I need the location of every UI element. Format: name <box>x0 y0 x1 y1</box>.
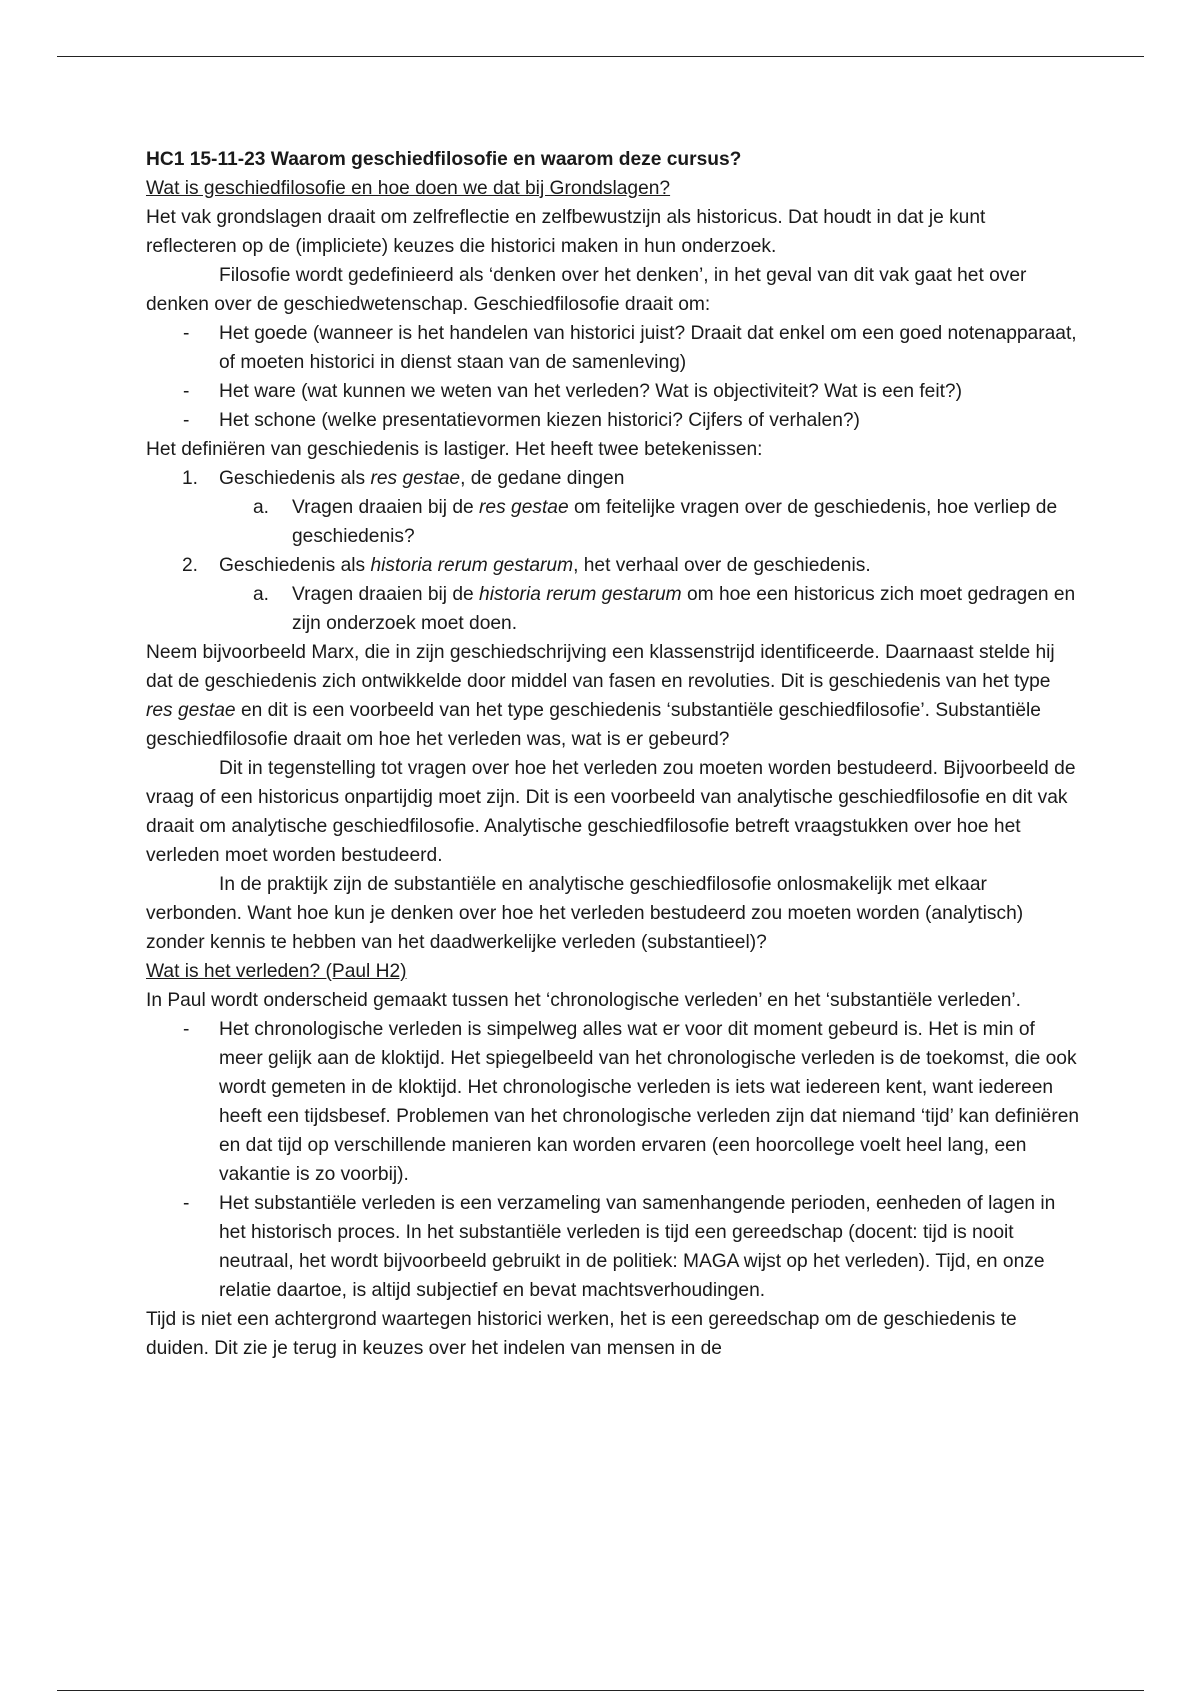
list-item: - Het goede (wanneer is het handelen van historici juist? Draait dat enkel om een goed notenapparaat, of moeten historici in dienst staan van de samenleving) <box>146 319 1081 377</box>
text-run: Geschiedenis als <box>219 555 371 576</box>
section-heading-grondslagen: Wat is geschiedfilosofie en hoe doen we dat bij Grondslagen? <box>146 178 671 199</box>
text-run: , de gedane dingen <box>460 468 625 489</box>
paragraph: Het definiëren van geschiedenis is lastiger. Het heeft twee betekenissen: <box>146 439 763 460</box>
list-item: - Het schone (welke presentatievormen kiezen historici? Cijfers of verhalen?) <box>146 406 1081 435</box>
text-run: Neem bijvoorbeeld Marx, die in zijn geschiedschrijving een klassenstrijd identificeerde. Daarnaast stelde hij dat de geschiedenis zich ontwikkelde door middel van fasen en revoluties. Dit is geschiedenis van het type <box>146 642 1055 692</box>
paragraph: Filosofie wordt gedefinieerd als ‘denken over het denken’, in het geval van dit vak gaat het over denken over de geschiedwetenschap. Geschiedfilosofie draait om: <box>146 265 1027 315</box>
text-run: Vragen draaien bij de <box>292 497 480 518</box>
term-italic: historia rerum gestarum <box>479 584 682 605</box>
list-number: 1. <box>182 468 199 489</box>
paragraph: In de praktijk zijn de substantiële en analytische geschiedfilosofie onlosmakelijk met elkaar verbonden. Want hoe kun je denken over hoe het verleden bestudeerd zou moeten worden (analytisch) zonder kennis te hebben van het daadwerkelijke verleden (substantieel)? <box>146 874 1024 953</box>
term-italic: historia rerum gestarum <box>370 555 574 576</box>
text-run: om feitelijke vragen over de geschiedenis, hoe verliep de geschiedenis? <box>292 497 1058 547</box>
numbered-item <box>146 464 1081 493</box>
numbered-item <box>146 551 1081 580</box>
list-item: - Het substantiële verleden is een verzameling van samenhangende perioden, eenheden of lagen in het historisch proces. In het substantiële verleden is tijd een gereedschap (docent: tijd is nooit neutraal, het wordt bijvoorbeeld gebruikt in de politiek: MAGA wijst op het verleden). Tijd, en onze relatie daartoe, is altijd subjectief en bevat machtsverhoudingen. <box>146 1189 1081 1305</box>
header-rule <box>57 56 1144 57</box>
list-number: 2. <box>182 555 199 576</box>
paragraph: Dit in tegenstelling tot vragen over hoe het verleden zou moeten worden bestudeerd. Bijvoorbeeld de vraag of een historicus onpartijdig moet zijn. Dit is een voorbeeld van analytische geschiedfilosofie en dit vak draait om analytische geschiedfilosofie. Analytische geschiedfilosofie betreft vraagstukken over hoe het verleden moet worden bestudeerd. <box>146 758 1076 866</box>
bullet-list <box>146 319 1081 435</box>
list-item: - Het chronologische verleden is simpelweg alles wat er voor dit moment gebeurd is. Het is min of meer gelijk aan de kloktijd. Het spiegelbeeld van het chronologische verleden is de toekomst, die ook wordt gemeten in de kloktijd. Het chronologische verleden is iets wat iedereen kent, want iedereen heeft een tijdsbesef. Problemen van het chronologische verleden zijn dat niemand ‘tijd’ kan definiëren en dat tijd op verschillende manieren kan worden ervaren (een hoorcollege voelt heel lang, een vakantie is zo voorbij). <box>146 1015 1081 1189</box>
text-run: Vragen draaien bij de <box>292 584 480 605</box>
text-run: Geschiedenis als <box>219 468 371 489</box>
term-italic: res gestae <box>146 700 236 721</box>
list-letter: a. <box>253 497 270 518</box>
text-run: en dit is een voorbeeld van het type geschiedenis ‘substantiële geschiedfilosofie’. Substantiële geschiedfilosofie draait om hoe het verleden was, wat is er gebeurd? <box>146 700 1041 750</box>
sub-list-item <box>146 493 1081 551</box>
list-letter: a. <box>253 584 270 605</box>
list-item: - Het ware (wat kunnen we weten van het verleden? Wat is objectiviteit? Wat is een feit?) <box>146 377 1081 406</box>
term-italic: res gestae <box>370 468 461 489</box>
bullet-list <box>146 1015 1081 1305</box>
section-heading-verleden: Wat is het verleden? (Paul H2) <box>146 961 407 982</box>
document-body <box>146 145 1081 1363</box>
text-run: om hoe een historicus zich moet gedragen en zijn onderzoek moet doen. <box>292 584 1076 634</box>
paragraph: Het vak grondslagen draait om zelfreflectie en zelfbewustzijn als historicus. Dat houdt in dat je kunt reflecteren op de (impliciete) keuzes die historici maken in hun onderzoek. <box>146 207 986 257</box>
document-title: HC1 15-11-23 Waarom geschiedfilosofie en waarom deze cursus? <box>146 149 742 170</box>
sub-list-item <box>146 580 1081 638</box>
paragraph: Tijd is niet een achtergrond waartegen historici werken, het is een gereedschap om de geschiedenis te duiden. Dit zie je terug in keuzes over het indelen van mensen in de <box>146 1309 1017 1359</box>
paragraph: In Paul wordt onderscheid gemaakt tussen het ‘chronologische verleden’ en het ‘substantiële verleden’. <box>146 990 1021 1011</box>
term-italic: res gestae <box>479 497 569 518</box>
text-run: , het verhaal over de geschiedenis. <box>573 555 871 576</box>
paragraph <box>146 638 1081 754</box>
footer-rule <box>57 1690 1144 1691</box>
